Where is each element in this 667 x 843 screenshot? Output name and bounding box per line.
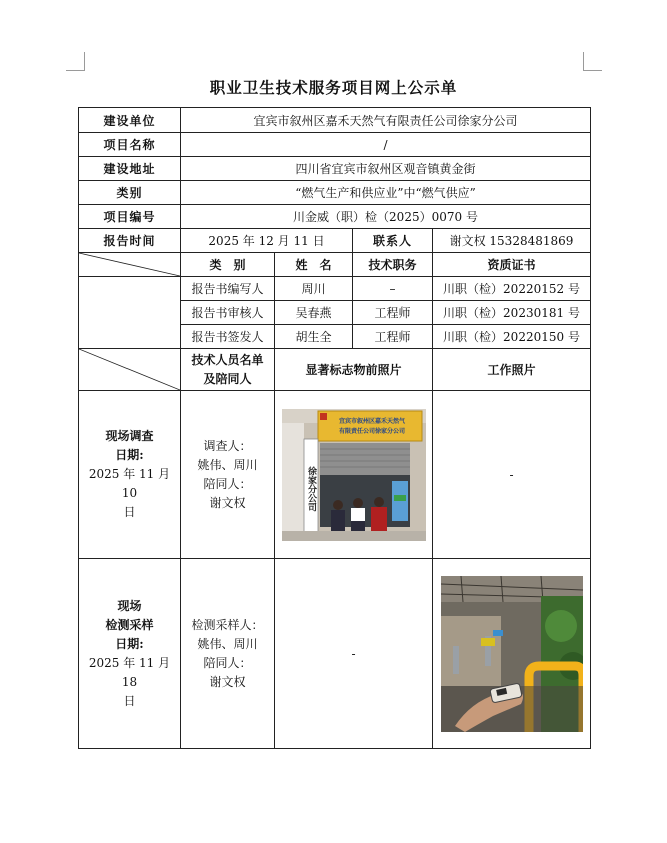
survey-label-line2: 日期:: [115, 448, 144, 462]
photos-header-row: [79, 349, 591, 391]
vertical-sign-text: 徐家分公司: [305, 466, 316, 511]
survey-date-line1: 2025 年 11 月 10: [88, 467, 171, 500]
sampling-label-line2: 检测采样: [105, 617, 154, 632]
work-photo: [441, 576, 583, 732]
sampling-staff-line4: 谢文权: [209, 674, 246, 689]
staff-name: 吴春燕: [275, 301, 353, 325]
vertical-signboard: [306, 465, 318, 512]
staff-name: 胡生全: [275, 325, 353, 349]
sampling-date-cell: [79, 559, 181, 749]
sampling-label-line3: 日期:: [115, 636, 144, 651]
storefront-photo: [282, 409, 426, 541]
staff-category: 报告书签发人: [181, 325, 275, 349]
staff-title: –: [353, 277, 433, 301]
sampling-row: [79, 559, 591, 749]
staff-category: 报告书编写人: [181, 277, 275, 301]
time-value: 2025 年 12 月 11 日: [181, 229, 353, 253]
people: [331, 497, 387, 532]
project-label: 项目名称: [79, 133, 181, 157]
staff-cert: 川职（检）20220152 号: [433, 277, 591, 301]
contact-label: 联系人: [353, 229, 433, 253]
landmark-photo-header: 显著标志物前照片: [275, 349, 433, 391]
contact-value: 谢文权 15328481869: [433, 229, 591, 253]
crop-mark-top-right: [583, 52, 602, 71]
row-time: [79, 229, 591, 253]
sampling-staff-cell: [181, 559, 275, 749]
address-label: 建设地址: [79, 157, 181, 181]
unit-label: 建设单位: [79, 108, 181, 133]
staff-cert: 川职（检）20230181 号: [433, 301, 591, 325]
row-number: [79, 205, 591, 229]
page-title: 职业卫生技术服务项目网上公示单: [209, 78, 458, 97]
time-label: 报告时间: [79, 229, 181, 253]
crop-mark-top-left: [66, 52, 85, 71]
staff-title: 工程师: [353, 325, 433, 349]
survey-work-photo-cell: -: [433, 391, 591, 559]
sign-text-2: 有限责任公司徐家分公司: [338, 427, 405, 435]
staff-list-header-line1: 技术人员名单: [191, 352, 264, 367]
diagonal-line: [79, 253, 180, 276]
survey-staff-line1: 调查人：: [203, 438, 252, 453]
landmark-photo-cell: [275, 391, 433, 559]
survey-staff-line4: 谢文权: [209, 495, 246, 510]
staff-header-title: 技术职务: [353, 253, 433, 277]
sampling-work-photo-cell: [433, 559, 591, 749]
sign-text-1: 宜宾市叙州区嘉禾天然气: [338, 417, 405, 425]
landmark-photo: [282, 409, 426, 541]
staff-list-header: [181, 349, 275, 391]
row-unit: [79, 108, 591, 133]
category-value: “燃气生产和供应业”中“燃气供应”: [181, 181, 591, 205]
diagonal-cell: [79, 253, 181, 277]
work-photo-header: 工作照片: [433, 349, 591, 391]
survey-date-cell: [79, 391, 181, 559]
staff-blank-cell: [79, 277, 181, 349]
staff-category: 报告书审核人: [181, 301, 275, 325]
staff-header-category: 类 别: [181, 253, 275, 277]
address-value: 四川省宜宾市叙州区观音镇黄金街: [181, 157, 591, 181]
survey-row: [79, 391, 591, 559]
staff-list-header-line2: 及陪同人: [203, 371, 252, 386]
number-value: 川金威（职）检（2025）0070 号: [181, 205, 591, 229]
row-address: [79, 157, 591, 181]
staff-header-name: 姓 名: [275, 253, 353, 277]
survey-date-line2: 日: [123, 505, 136, 519]
sampling-staff-line1: 检测采样人：: [191, 617, 264, 632]
gas-pipe-photo: [441, 576, 583, 732]
sampling-landmark-cell: -: [275, 559, 433, 749]
notice-table: [78, 107, 591, 749]
category-label: 类别: [79, 181, 181, 205]
project-value: /: [181, 133, 591, 157]
diagonal-cell: [79, 349, 181, 391]
staff-name: 周川: [275, 277, 353, 301]
staff-cert: 川职（检）20220150 号: [433, 325, 591, 349]
sampling-date-line1: 2025 年 11 月 18: [88, 655, 171, 689]
sampling-staff-line3: 陪同人：: [203, 655, 252, 670]
sampling-staff-line2: 姚伟、周川: [197, 636, 258, 651]
staff-header-cert: 资质证书: [433, 253, 591, 277]
diagonal-line: [79, 349, 180, 390]
sampling-label-line1: 现场: [117, 598, 142, 613]
survey-staff-line2: 姚伟、周川: [197, 457, 258, 472]
staff-row: [79, 277, 591, 301]
survey-label-line1: 现场调查: [105, 429, 154, 443]
survey-staff-line3: 陪同人：: [203, 476, 252, 491]
staff-title: 工程师: [353, 301, 433, 325]
survey-staff-cell: [181, 391, 275, 559]
row-category: [79, 181, 591, 205]
staff-header-row: [79, 253, 591, 277]
unit-value: 宜宾市叙州区嘉禾天然气有限责任公司徐家分公司: [181, 108, 591, 133]
number-label: 项目编号: [79, 205, 181, 229]
row-project: [79, 133, 591, 157]
sampling-date-line2: 日: [123, 693, 136, 708]
